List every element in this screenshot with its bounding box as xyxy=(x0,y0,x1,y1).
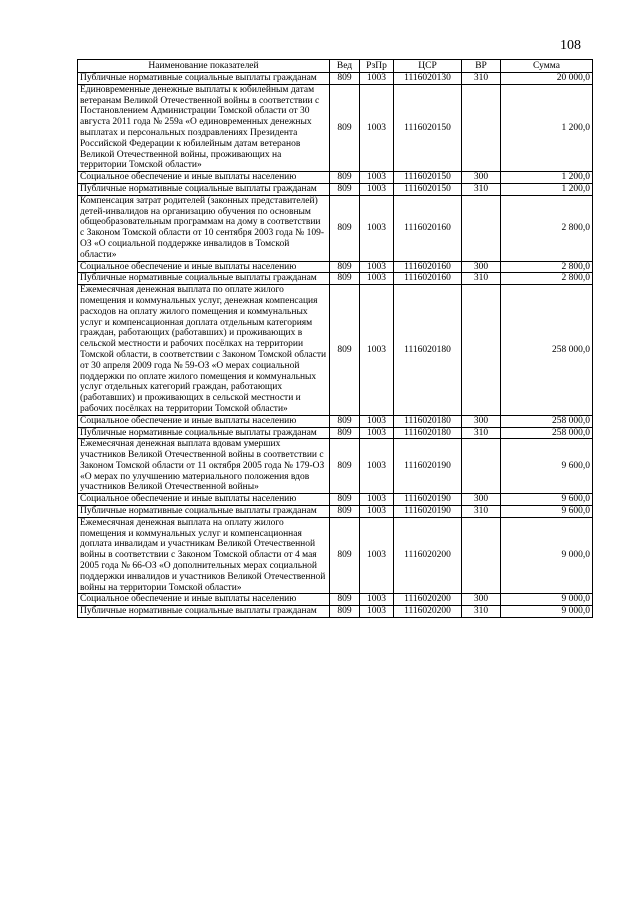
cell-name: Ежемесячная денежная выплата по оплате жилого помещения и коммунальных услуг, денежная компенсация расходов на оплату жилого помещения и коммунальных услуг и компенсационная доплата отдельным категориям граждан, работающих (работавших) и проживающих в сельской местности и рабочих посёлках на территории Томской области, в соответствии с Законом Томской области от 30 апреля 2009 года № 59-ОЗ «О мерах социальной поддержки по оплате жилого помещения и коммунальных услуг отдельных категорий граждан, работающих (работавших) и проживающих в сельской местности и рабочих посёлках на территории Томской области» xyxy=(78,285,330,416)
cell-vr: 300 xyxy=(462,594,501,606)
cell-csr: 1116020190 xyxy=(394,506,462,518)
cell-sum: 9 600,0 xyxy=(501,494,593,506)
cell-rzpr: 1003 xyxy=(360,84,394,171)
header-name: Наименование показателей xyxy=(78,60,330,73)
cell-sum: 2 800,0 xyxy=(501,261,593,273)
cell-vr: 300 xyxy=(462,415,501,427)
cell-name: Социальное обеспечение и иные выплаты населению xyxy=(78,415,330,427)
cell-csr: 1116020160 xyxy=(394,195,462,261)
cell-ved: 809 xyxy=(330,606,360,618)
table-row xyxy=(78,506,593,518)
cell-csr: 1116020150 xyxy=(394,183,462,195)
header-ved: Вед xyxy=(330,60,360,73)
cell-name: Публичные нормативные социальные выплаты гражданам xyxy=(78,273,330,285)
cell-sum: 1 200,0 xyxy=(501,183,593,195)
cell-ved: 809 xyxy=(330,494,360,506)
cell-vr xyxy=(462,84,501,171)
table-row xyxy=(78,273,593,285)
table-row xyxy=(78,427,593,439)
cell-name: Публичные нормативные социальные выплаты гражданам xyxy=(78,183,330,195)
cell-name: Компенсация затрат родителей (законных представителей) детей-инвалидов на организацию обучения по основным общеобразовательным программам на дому в соответствии с Законом Томской области от 10 сентября 2003 года № 109-ОЗ «О социальной поддержке инвалидов в Томской области» xyxy=(78,195,330,261)
cell-vr xyxy=(462,517,501,594)
cell-sum: 9 600,0 xyxy=(501,439,593,494)
cell-csr: 1116020130 xyxy=(394,73,462,85)
table-body xyxy=(78,73,593,618)
cell-vr: 310 xyxy=(462,427,501,439)
table-row xyxy=(78,494,593,506)
page-number: 108 xyxy=(560,38,581,53)
cell-sum: 9 000,0 xyxy=(501,517,593,594)
cell-sum: 9 000,0 xyxy=(501,594,593,606)
table-row xyxy=(78,606,593,618)
cell-sum: 258 000,0 xyxy=(501,427,593,439)
table-row xyxy=(78,195,593,261)
cell-rzpr: 1003 xyxy=(360,494,394,506)
cell-vr: 300 xyxy=(462,172,501,184)
cell-csr: 1116020200 xyxy=(394,517,462,594)
cell-ved: 809 xyxy=(330,285,360,416)
cell-ved: 809 xyxy=(330,73,360,85)
table-row xyxy=(78,261,593,273)
cell-vr: 300 xyxy=(462,261,501,273)
cell-csr: 1116020200 xyxy=(394,594,462,606)
cell-csr: 1116020200 xyxy=(394,606,462,618)
cell-name: Социальное обеспечение и иные выплаты населению xyxy=(78,594,330,606)
cell-sum: 9 000,0 xyxy=(501,606,593,618)
cell-rzpr: 1003 xyxy=(360,195,394,261)
cell-sum: 1 200,0 xyxy=(501,172,593,184)
cell-csr: 1116020150 xyxy=(394,84,462,171)
cell-ved: 809 xyxy=(330,84,360,171)
cell-sum: 258 000,0 xyxy=(501,415,593,427)
cell-csr: 1116020160 xyxy=(394,261,462,273)
cell-rzpr: 1003 xyxy=(360,172,394,184)
cell-rzpr: 1003 xyxy=(360,506,394,518)
cell-name: Публичные нормативные социальные выплаты гражданам xyxy=(78,73,330,85)
cell-ved: 809 xyxy=(330,183,360,195)
cell-vr: 300 xyxy=(462,494,501,506)
cell-csr: 1116020150 xyxy=(394,172,462,184)
header-rzpr: РзПр xyxy=(360,60,394,73)
cell-rzpr: 1003 xyxy=(360,517,394,594)
table-row xyxy=(78,415,593,427)
cell-csr: 1116020190 xyxy=(394,439,462,494)
cell-name: Социальное обеспечение и иные выплаты населению xyxy=(78,261,330,273)
table-row xyxy=(78,285,593,416)
cell-csr: 1116020180 xyxy=(394,285,462,416)
cell-vr: 310 xyxy=(462,506,501,518)
cell-name: Ежемесячная денежная выплата вдовам умерших участников Великой Отечественной войны в соответствии с Законом Томской области от 11 октября 2005 года № 179-ОЗ «О мерах по улучшению материального положения вдов участников Великой Отечественной войны» xyxy=(78,439,330,494)
cell-ved: 809 xyxy=(330,594,360,606)
cell-sum: 9 600,0 xyxy=(501,506,593,518)
table-row xyxy=(78,183,593,195)
cell-rzpr: 1003 xyxy=(360,415,394,427)
cell-rzpr: 1003 xyxy=(360,427,394,439)
cell-name: Публичные нормативные социальные выплаты гражданам xyxy=(78,606,330,618)
cell-csr: 1116020180 xyxy=(394,427,462,439)
cell-rzpr: 1003 xyxy=(360,261,394,273)
cell-ved: 809 xyxy=(330,273,360,285)
header-csr: ЦСР xyxy=(394,60,462,73)
cell-ved: 809 xyxy=(330,427,360,439)
cell-ved: 809 xyxy=(330,517,360,594)
cell-vr xyxy=(462,285,501,416)
cell-ved: 809 xyxy=(330,439,360,494)
cell-csr: 1116020190 xyxy=(394,494,462,506)
cell-name: Социальное обеспечение и иные выплаты населению xyxy=(78,494,330,506)
table-row xyxy=(78,73,593,85)
cell-ved: 809 xyxy=(330,415,360,427)
cell-name: Социальное обеспечение и иные выплаты населению xyxy=(78,172,330,184)
cell-vr: 310 xyxy=(462,273,501,285)
table-row xyxy=(78,594,593,606)
cell-rzpr: 1003 xyxy=(360,183,394,195)
table-row xyxy=(78,172,593,184)
cell-vr xyxy=(462,439,501,494)
cell-name: Ежемесячная денежная выплата на оплату жилого помещения и коммунальных услуг и компенсационная доплата инвалидам и участникам Великой Отечественной войны в соответствии с Законом Томской области от 4 мая 2005 года № 66-ОЗ «О дополнительных мерах социальной поддержки инвалидов и участников Великой Отечественной войны на территории Томской области» xyxy=(78,517,330,594)
table-row xyxy=(78,439,593,494)
cell-sum: 2 800,0 xyxy=(501,195,593,261)
cell-vr xyxy=(462,195,501,261)
cell-ved: 809 xyxy=(330,172,360,184)
cell-rzpr: 1003 xyxy=(360,439,394,494)
cell-csr: 1116020160 xyxy=(394,273,462,285)
cell-rzpr: 1003 xyxy=(360,273,394,285)
cell-name: Публичные нормативные социальные выплаты гражданам xyxy=(78,427,330,439)
cell-ved: 809 xyxy=(330,195,360,261)
budget-table xyxy=(77,59,593,618)
cell-ved: 809 xyxy=(330,261,360,273)
cell-vr: 310 xyxy=(462,73,501,85)
cell-rzpr: 1003 xyxy=(360,285,394,416)
table-row xyxy=(78,517,593,594)
cell-csr: 1116020180 xyxy=(394,415,462,427)
cell-sum: 258 000,0 xyxy=(501,285,593,416)
cell-vr: 310 xyxy=(462,606,501,618)
table-row xyxy=(78,84,593,171)
cell-name: Единовременные денежные выплаты к юбилейным датам ветеранам Великой Отечественной войны в соответствии с Постановлением Администрации Томской области от 30 августа 2011 года № 259а «О единовременных денежных выплатах и персональных поздравлениях Президента Российской Федерации к юбилейным датам ветеранов Великой Отечественной войны, проживающих на территории Томской области» xyxy=(78,84,330,171)
cell-sum: 1 200,0 xyxy=(501,84,593,171)
cell-sum: 20 000,0 xyxy=(501,73,593,85)
cell-rzpr: 1003 xyxy=(360,73,394,85)
cell-rzpr: 1003 xyxy=(360,606,394,618)
cell-name: Публичные нормативные социальные выплаты гражданам xyxy=(78,506,330,518)
cell-sum: 2 800,0 xyxy=(501,273,593,285)
header-vr: ВР xyxy=(462,60,501,73)
cell-vr: 310 xyxy=(462,183,501,195)
cell-rzpr: 1003 xyxy=(360,594,394,606)
header-sum: Сумма xyxy=(501,60,593,73)
cell-ved: 809 xyxy=(330,506,360,518)
table-header-row xyxy=(78,60,593,73)
